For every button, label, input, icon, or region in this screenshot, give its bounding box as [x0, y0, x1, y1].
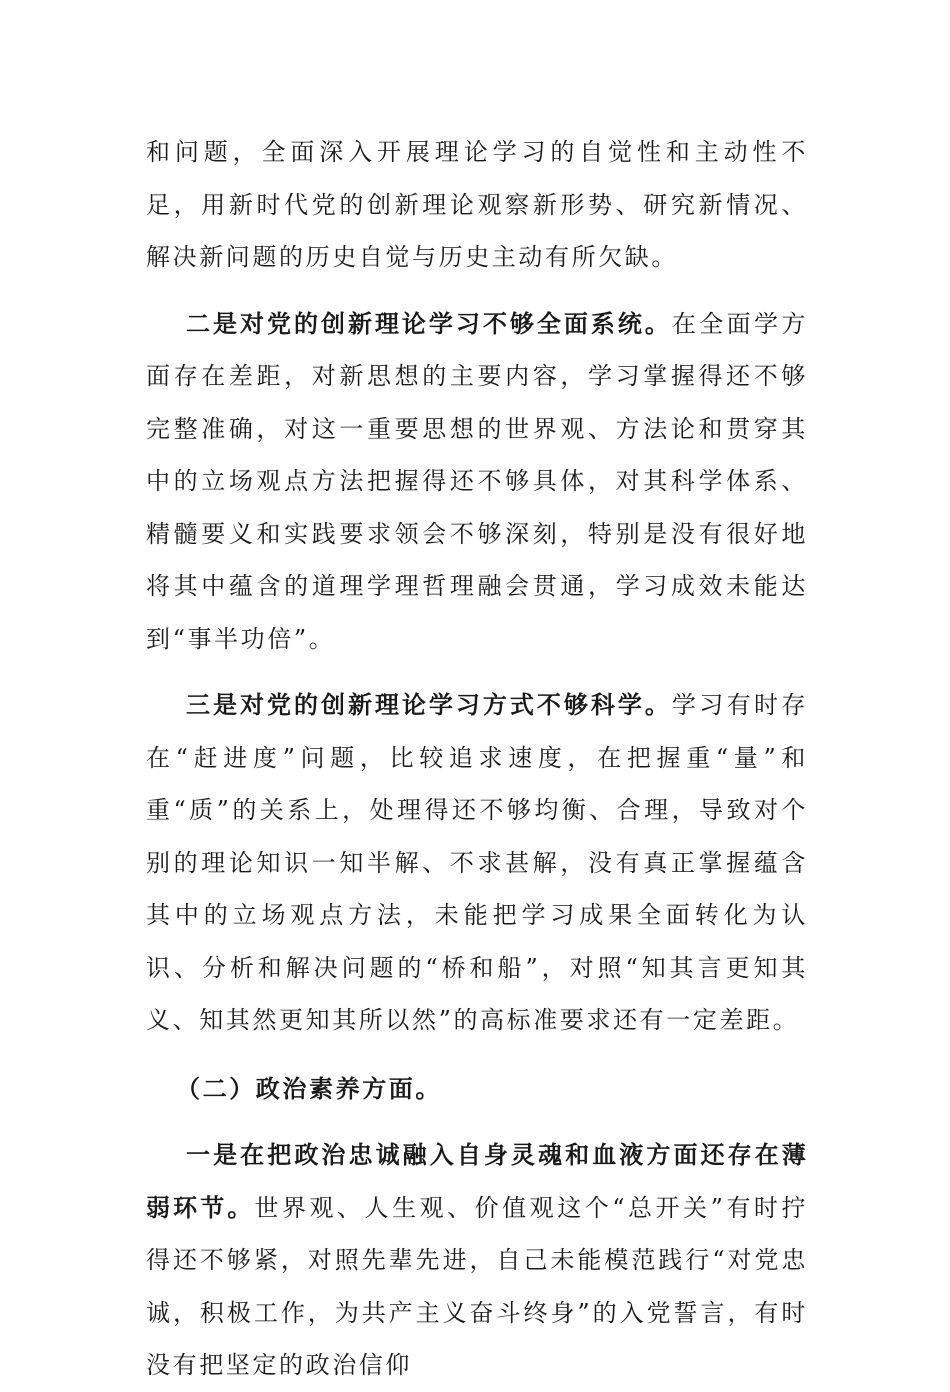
document-body [146, 126, 808, 1392]
section-heading: （二）政治素养方面。 [176, 1073, 442, 1103]
paragraph-lead: 二是对党的创新理论学习不够全面系统。 [186, 308, 672, 338]
paragraph-text: 世界观、人生观、价值观这个“总开关”有时拧得还不够紧，对照先辈先进，自己未能模范践行“对党忠诚，积极工作，为共产主义奋斗终身”的入党誓言，有时没有把坚定的政治信仰 [146, 1193, 808, 1379]
paragraph-point-three [146, 679, 808, 1047]
paragraph-text: 学习有时存在“赶进度”问题，比较追求速度，在把握重“量”和重“质”的关系上，处理得还不够均衡、合理，导致对个别的理论知识一知半解、不求甚解，没有真正掌握蕴含其中的立场观点方法，未能把学习成果全面转化为认识、分析和解决问题的“桥和船”，对照“知其言更知其义、知其然更知其所以然”的高标准要求还有一定差距。 [146, 691, 808, 1034]
paragraph-text: 和问题，全面深入开展理论学习的自觉性和主动性不足，用新时代党的创新理论观察新形势、研究新情况、解决新问题的历史自觉与历史主动有所欠缺。 [146, 138, 808, 271]
paragraph-political-point-one [146, 1129, 808, 1392]
paragraph-continuation [146, 126, 808, 284]
paragraph-point-two [146, 298, 808, 666]
paragraph-lead: 三是对党的创新理论学习方式不够科学。 [186, 690, 672, 719]
paragraph-lead: 一是在把政治忠诚融入自身灵魂和血液方面还存在薄弱环节。 [146, 1140, 808, 1222]
paragraph-text: 在全面学方面存在差距，对新思想的主要内容，学习掌握得还不够完整准确，对这一重要思想的世界观、方法论和贯穿其中的立场观点方法把握得还不够具体，对其科学体系、精髓要义和实践要求领会不够深刻，特别是没有很好地将其中蕴含的道理学理哲理融会贯通，学习成效未能达到“事半功倍”。 [146, 309, 808, 653]
